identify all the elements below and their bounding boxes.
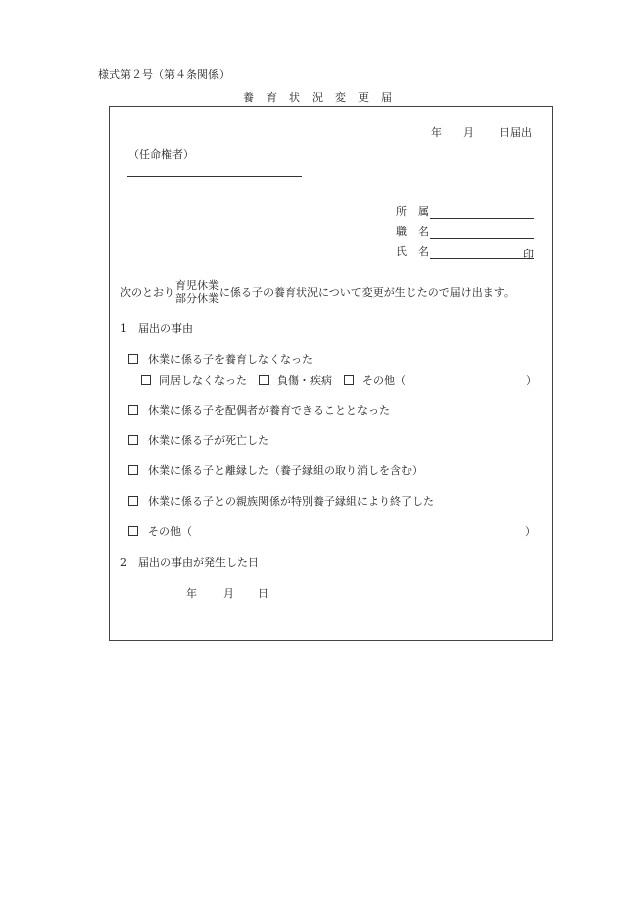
name-label: 氏 名 [396, 245, 429, 258]
name-field [396, 243, 534, 259]
affiliation-label: 所 属 [396, 205, 429, 218]
day-submitted-label: 日届出 [499, 126, 532, 139]
section1-heading: 1 届出の事由 [120, 322, 193, 335]
notice-suffix: に係る子の養育状況について変更が生じたので届け出ます。 [219, 286, 515, 299]
option-label: 休業に係る子との親族関係が特別養子縁組により終了した [148, 495, 434, 508]
notice-prefix: 次のとおり [120, 286, 175, 299]
notice-statement [120, 279, 515, 305]
position-input[interactable] [430, 226, 534, 239]
checkbox[interactable] [128, 405, 138, 415]
checkbox[interactable] [344, 375, 354, 385]
position-field [396, 223, 534, 239]
leave-type-stack [175, 279, 219, 305]
section2-heading: 2 届出の事由が発生した日 [120, 556, 259, 569]
option-label: 休業に係る子と離縁した（養子縁組の取り消しを含む） [148, 464, 423, 477]
title-char: 更 [358, 91, 369, 104]
leave-type-partial: 部分休業 [175, 292, 219, 305]
month-label: 月 [463, 126, 474, 139]
option-label: その他（ [362, 374, 406, 387]
title-char: 況 [312, 91, 323, 104]
option-label: 休業に係る子が死亡した [148, 434, 269, 447]
reason-spouse-can-care [128, 402, 390, 418]
reason-no-longer-caring [128, 351, 313, 367]
title-char: 育 [266, 91, 277, 104]
title-char: 変 [335, 91, 346, 104]
leave-type-childcare: 育児休業 [175, 279, 219, 292]
day-label: 日 [258, 587, 269, 600]
month-label: 月 [223, 587, 234, 600]
checkbox[interactable] [259, 375, 269, 385]
submission-date [431, 124, 532, 140]
checkbox[interactable] [128, 465, 138, 475]
reason-child-deceased [128, 432, 269, 448]
year-label: 年 [431, 126, 442, 139]
checkbox[interactable] [128, 435, 138, 445]
checkbox[interactable] [141, 375, 151, 385]
option-label: 休業に係る子を配偶者が養育できることとなった [148, 404, 390, 417]
reason-other [128, 523, 536, 539]
occurrence-date [186, 585, 269, 601]
option-label: 同居しなくなった [159, 374, 247, 387]
checkbox[interactable] [128, 354, 138, 364]
appointer-signature-line[interactable] [127, 176, 302, 177]
document-title [243, 89, 404, 105]
title-char: 養 [243, 91, 254, 104]
title-char: 状 [289, 91, 300, 104]
option-label: その他（ [148, 525, 192, 538]
form-id: 様式第２号（第４条関係） [98, 68, 230, 81]
seal-mark: 印 [523, 248, 534, 261]
reason-sub-options [141, 372, 537, 388]
year-label: 年 [186, 587, 197, 600]
position-label: 職 名 [396, 225, 429, 238]
name-input[interactable] [430, 246, 534, 259]
close-paren: ） [525, 525, 536, 538]
checkbox[interactable] [128, 526, 138, 536]
appointer-label: （任命権者） [128, 148, 194, 161]
affiliation-input[interactable] [430, 206, 534, 219]
reason-dissolution [128, 462, 423, 478]
reason-special-adoption [128, 493, 434, 509]
close-paren: ） [526, 374, 537, 387]
option-label: 休業に係る子を養育しなくなった [148, 353, 313, 366]
checkbox[interactable] [128, 496, 138, 506]
option-label: 負傷・疾病 [277, 374, 332, 387]
affiliation-field [396, 203, 534, 219]
title-char: 届 [381, 91, 392, 104]
